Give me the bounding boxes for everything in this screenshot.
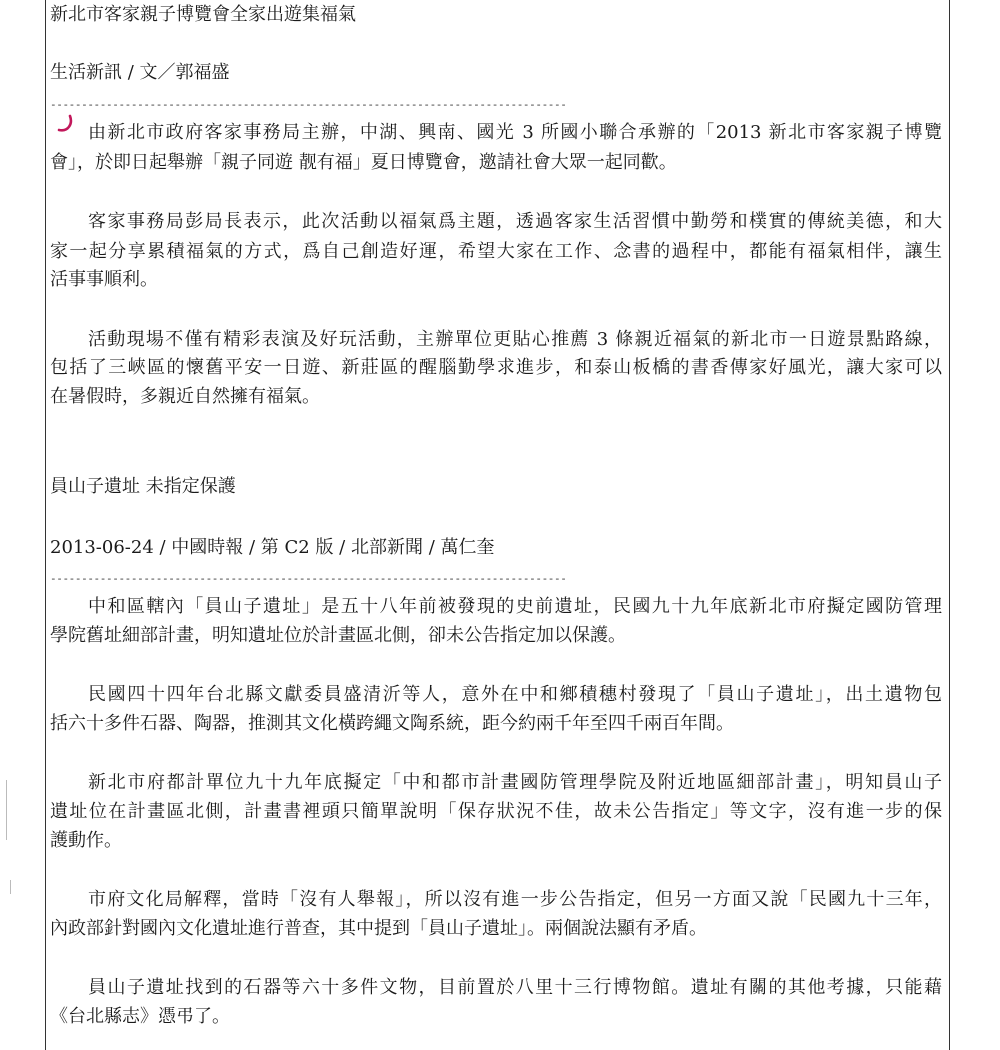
article1-separator: -----------------------------------------------------------------------------------	[50, 99, 567, 111]
article2-p1-line1: 中和區轄內「員山子遺址」是五十八年前被發現的史前遺址，民國九十九年底新北市府擬定國防管理	[88, 596, 942, 617]
article1-p1-line1: 由新北市政府客家事務局主辦，中湖、興南、國光 3 所國小聯合承辦的「2013 新北市客家親子博覽	[88, 122, 942, 143]
article2-p3-line2: 遺址位在計畫區北側，計畫書裡頭只簡單說明「保存狀況不佳，故未公告指定」等文字，沒有進一步的保	[50, 801, 942, 822]
article1-byline: 生活新訊 / 文／郭福盛	[50, 62, 230, 83]
article1-p3-line3: 在暑假時，多親近自然擁有福氣。	[50, 386, 320, 407]
scan-artifact	[6, 780, 7, 840]
article2-byline: 2013-06-24 / 中國時報 / 第 C2 版 / 北部新聞 / 萬仁奎	[50, 537, 495, 558]
article2-p4-line2: 內政部針對國內文化遺址進行普查，其中提到「員山子遺址」。兩個說法顯有矛盾。	[50, 918, 707, 939]
article1-p2-line3: 活事事順利。	[50, 269, 158, 290]
article2-p5-line2: 《台北縣志》憑弔了。	[50, 1006, 230, 1027]
article1-p1-line2: 會」，於即日起舉辦「親子同遊 靓有福」夏日博覽會，邀請社會大眾一起同歡。	[50, 152, 677, 173]
article2-p4-line1: 市府文化局解釋，當時「沒有人舉報」，所以沒有進一步公告指定，但另一方面又說「民國九十三年，	[88, 889, 942, 910]
article1-p2-line1: 客家事務局彭局長表示，此次活動以福氣爲主題，透過客家生活習慣中勤勞和樸實的傳統美德，和大	[88, 211, 942, 232]
article2-p1-line2: 學院舊址細部計畫，明知遺址位於計畫區北側，卻未公告指定加以保護。	[50, 625, 626, 646]
article2-title: 員山子遺址 未指定保護	[50, 476, 236, 497]
article1-p2-line2: 家一起分享累積福氣的方式，爲自己創造好運，希望大家在工作、念書的過程中，都能有福氣相伴，讓生	[50, 241, 942, 262]
article2-separator: -----------------------------------------------------------------------------------	[50, 573, 567, 585]
article2-p2-line1: 民國四十四年台北縣文獻委員盛清沂等人，意外在中和鄉積穗村發現了「員山子遺址」，出土遺物包	[88, 684, 942, 705]
scan-artifact	[10, 880, 11, 894]
article2-p3-line1: 新北市府都計單位九十九年底擬定「中和都市計畫國防管理學院及附近地區細部計畫」，明知員山子	[88, 772, 942, 793]
article1-p3-line2: 包括了三峽區的懷舊平安一日遊、新莊區的醒腦勤學求進步，和泰山板橋的書香傳家好風光，讓大家可以	[50, 357, 942, 378]
article1-p3-line1: 活動現場不僅有精彩表演及好玩活動，主辦單位更貼心推薦 3 條親近福氣的新北市一日遊景點路線，	[88, 329, 942, 350]
article1-title: 新北市客家親子博覽會全家出遊集福氣	[50, 4, 356, 25]
article2-p5-line1: 員山子遺址找到的石器等六十多件文物，目前置於八里十三行博物館。遺址有關的其他考據，只能藉	[88, 977, 942, 998]
article2-p2-line2: 括六十多件石器、陶器，推測其文化橫跨繩文陶系統，距今約兩千年至四千兩百年間。	[50, 713, 734, 734]
article2-p3-line3: 護動作。	[50, 830, 122, 851]
